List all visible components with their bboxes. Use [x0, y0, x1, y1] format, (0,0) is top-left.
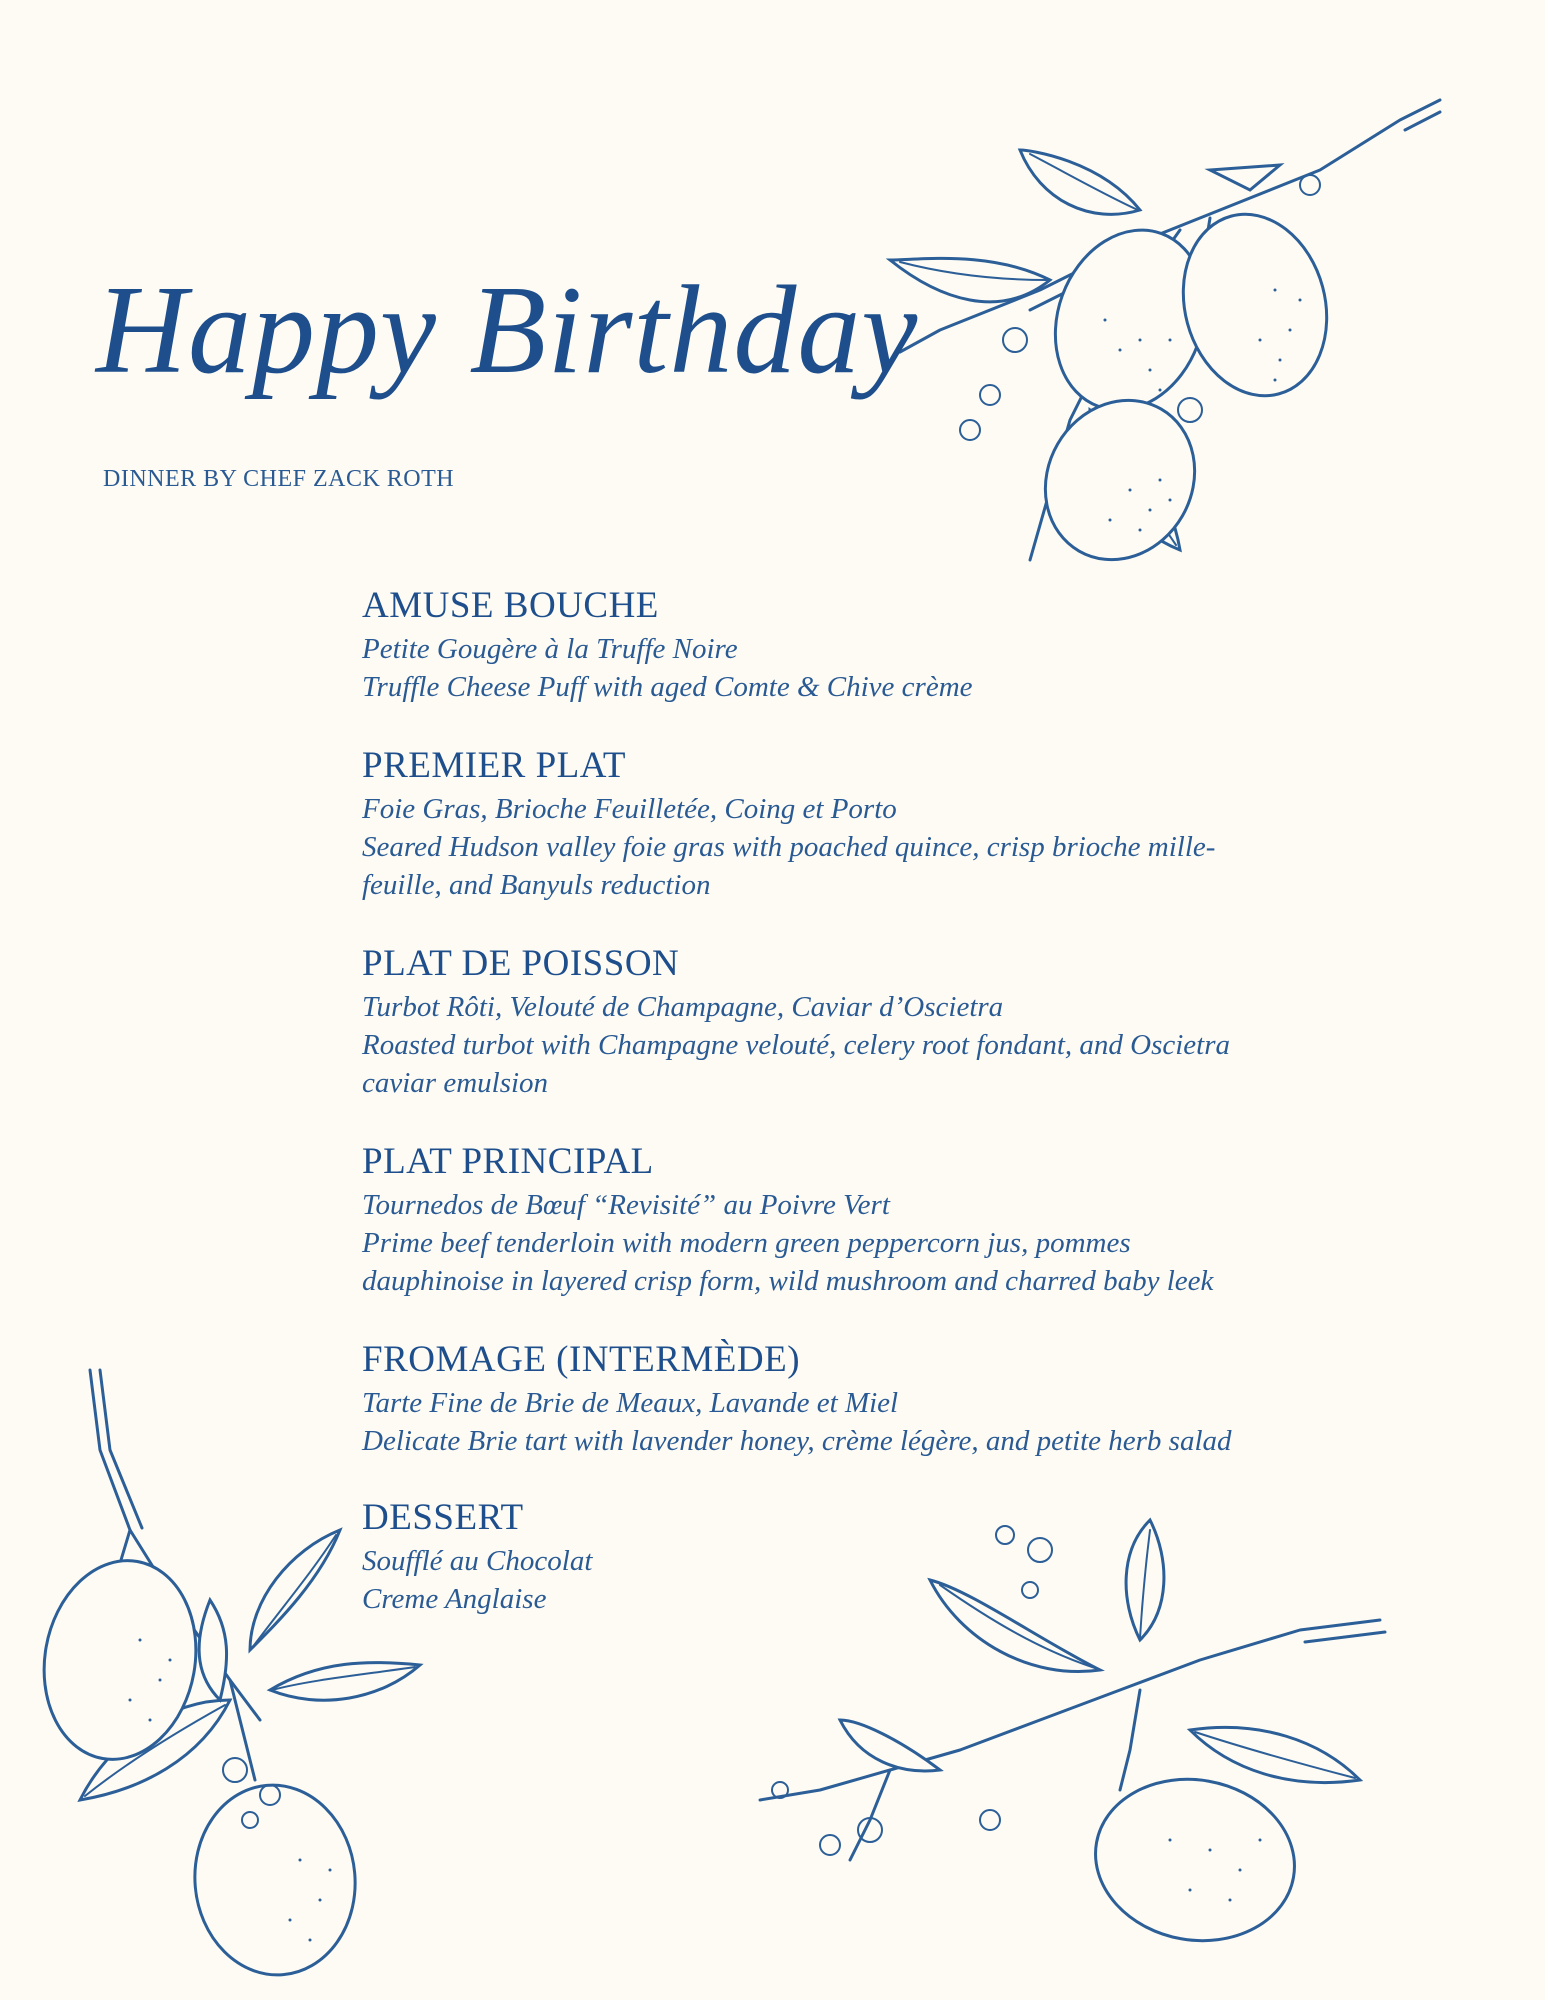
lemon-branch-top-right-illustration — [880, 90, 1460, 620]
course-dish-line: Roasted turbot with Champagne velouté, celery root fondant, and Oscietra — [362, 1029, 1231, 1061]
course-dish-line: Turbot Rôti, Velouté de Champagne, Caviar d’Oscietra — [362, 991, 1004, 1023]
course-dish-line: Seared Hudson valley foie gras with poached quince, crisp brioche mille- — [362, 831, 1216, 863]
course-dish-line: dauphinoise in layered crisp form, wild mushroom and charred baby leek — [362, 1265, 1214, 1297]
course-dish-line: Petite Gougère à la Truffe Noire — [362, 633, 738, 665]
page-subtitle: DINNER BY CHEF ZACK ROTH — [103, 466, 455, 492]
course-dish-line: caviar emulsion — [362, 1067, 549, 1099]
lemon-branch-bottom-right-illustration — [740, 1490, 1500, 1990]
course-dish-line: Creme Anglaise — [362, 1583, 547, 1615]
course-premier-plat — [362, 742, 1215, 904]
course-plat-principal — [362, 1138, 1213, 1300]
course-dish-line: Truffle Cheese Puff with aged Comte & Chive crème — [362, 671, 973, 703]
course-heading: PLAT DE POISSON — [362, 943, 680, 984]
course-dish-line: Tournedos de Bœuf “Revisité” au Poivre Vert — [362, 1189, 890, 1221]
course-dish-line: Tarte Fine de Brie de Meaux, Lavande et Miel — [362, 1387, 899, 1419]
course-dish-line: Prime beef tenderloin with modern green peppercorn jus, pommes — [362, 1227, 1131, 1259]
course-plat-de-poisson — [362, 940, 1230, 1102]
course-dish-line: feuille, and Banyuls reduction — [362, 869, 711, 901]
course-dish-line: Foie Gras, Brioche Feuilletée, Coing et Porto — [362, 793, 897, 825]
course-amuse-bouche — [362, 582, 973, 706]
course-heading: PLAT PRINCIPAL — [362, 1141, 654, 1182]
course-dish-line: Soufflé au Chocolat — [362, 1545, 593, 1577]
course-dish-line: Delicate Brie tart with lavender honey, crème légère, and petite herb salad — [362, 1425, 1232, 1457]
course-heading: FROMAGE (INTERMÈDE) — [362, 1339, 801, 1380]
course-heading: PREMIER PLAT — [362, 745, 627, 786]
course-fromage — [362, 1336, 1232, 1460]
course-heading: AMUSE BOUCHE — [362, 585, 659, 626]
course-heading: DESSERT — [362, 1497, 524, 1538]
course-dessert — [362, 1494, 592, 1618]
page-title: Happy Birthday — [96, 261, 919, 400]
